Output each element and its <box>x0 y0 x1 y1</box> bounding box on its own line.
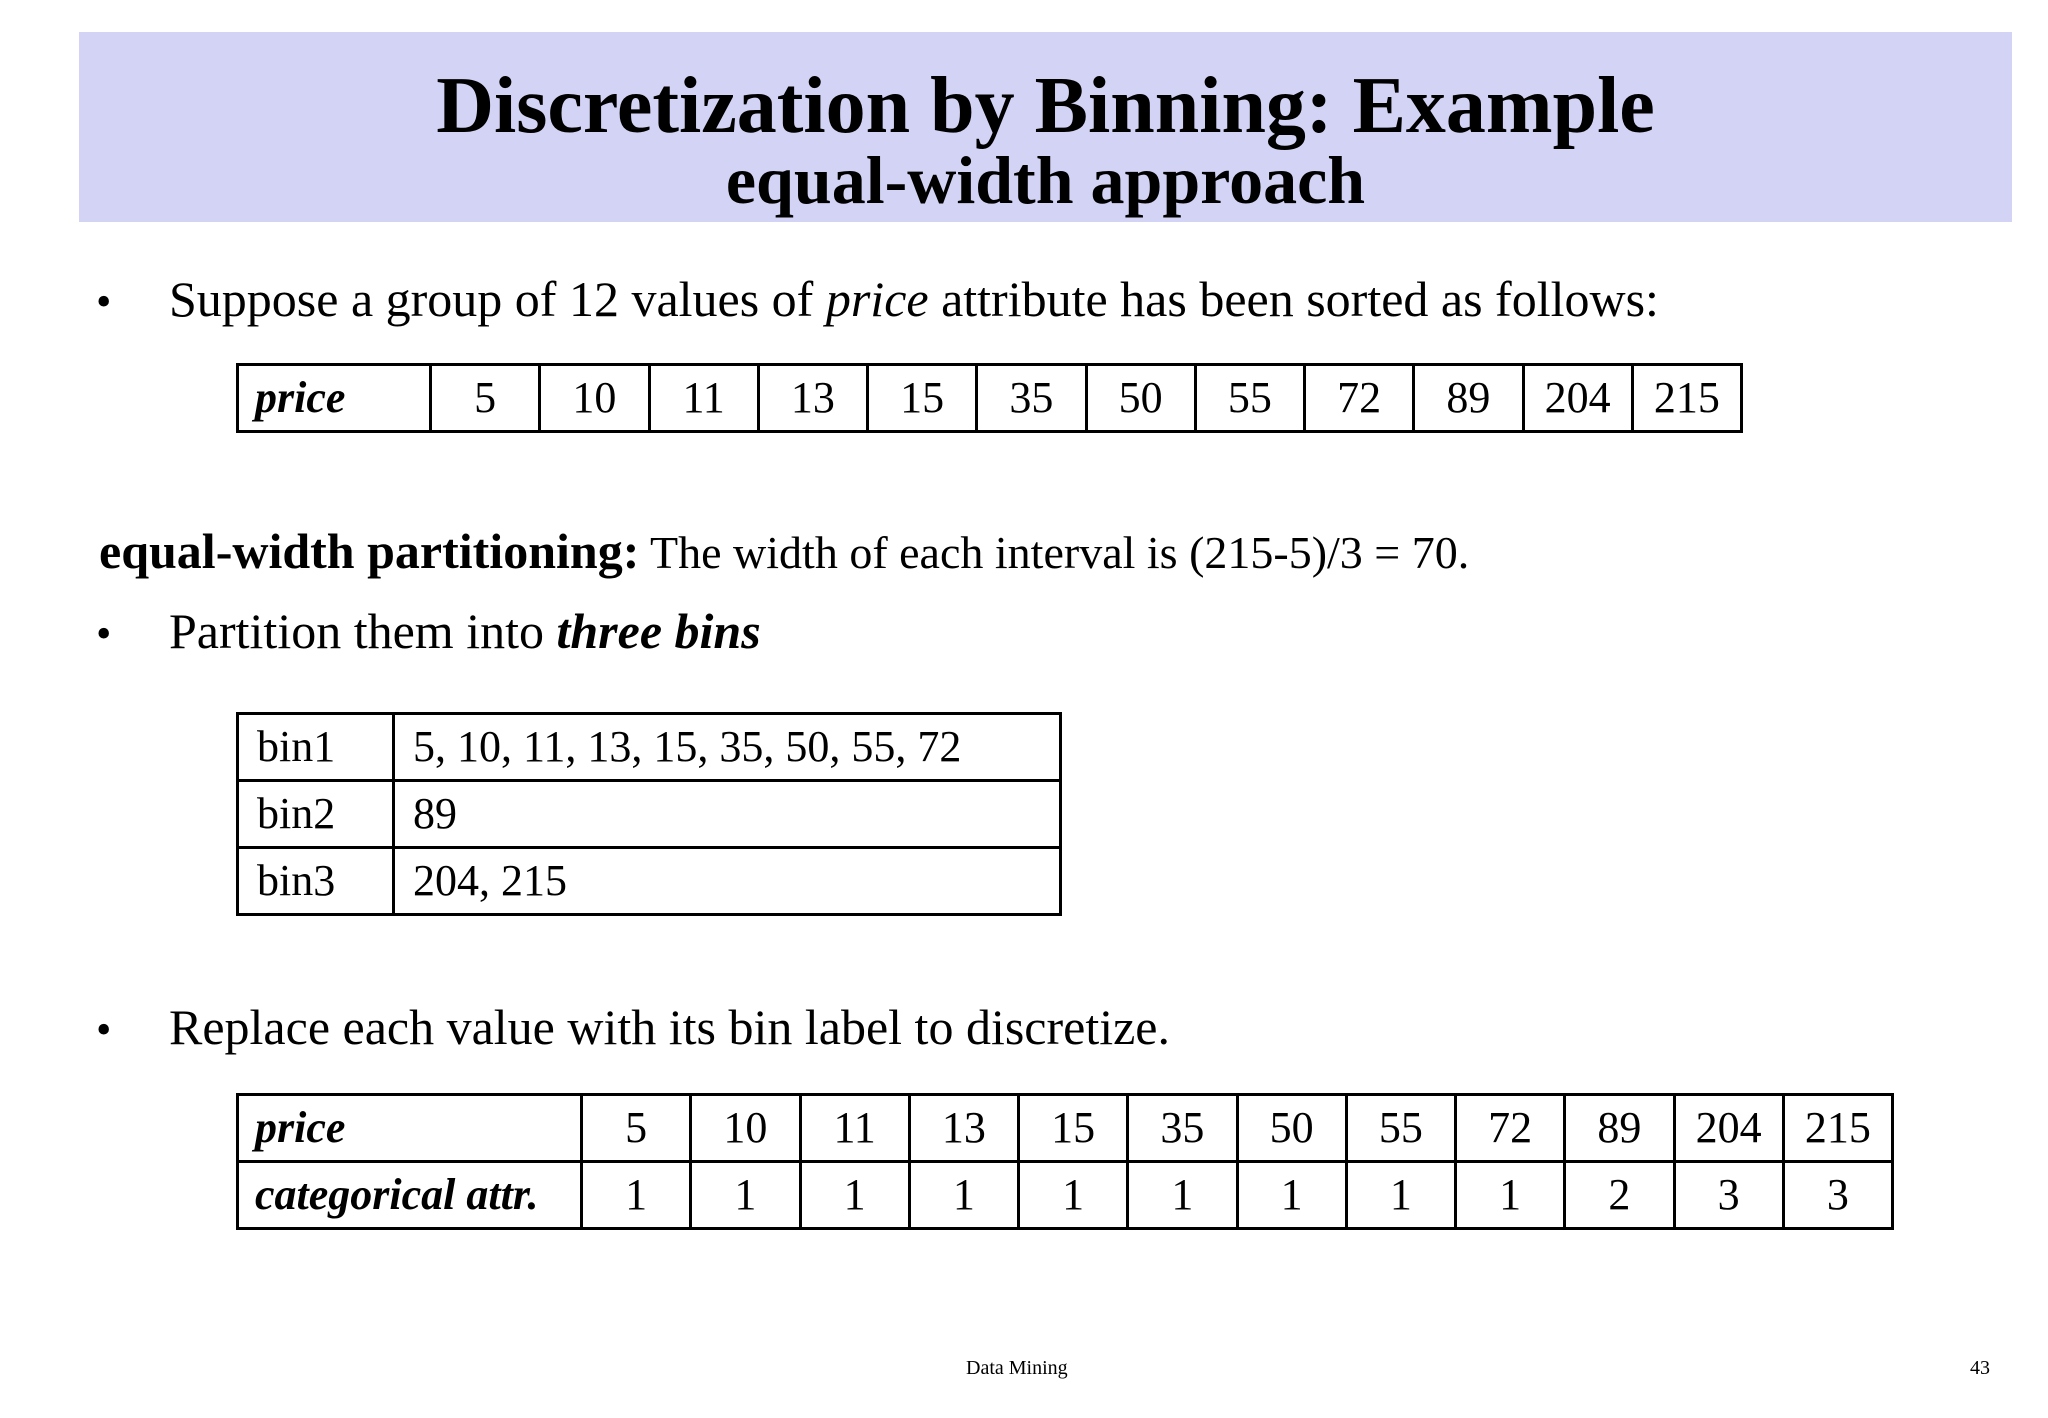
price-cell: 72 <box>1456 1095 1565 1162</box>
categorical-header-cell: categorical attr. <box>238 1162 582 1229</box>
title-band <box>79 32 2012 222</box>
price-cell: 55 <box>1346 1095 1455 1162</box>
price-cell: 13 <box>909 1095 1018 1162</box>
price-cell: 89 <box>1414 365 1523 432</box>
category-cell: 1 <box>691 1162 800 1229</box>
bins-table <box>236 712 1062 916</box>
bullet-marker: • <box>96 1005 112 1054</box>
bullet-text: Suppose a group of 12 values of <box>169 271 826 327</box>
price-cell: 204 <box>1674 1095 1783 1162</box>
partitioning-line <box>99 523 1470 579</box>
price-cell: 15 <box>1019 1095 1128 1162</box>
price-emphasis: price <box>825 271 929 327</box>
bullet-replace: Replace each value with its bin label to discretize. <box>169 999 1171 1055</box>
category-cell: 1 <box>1237 1162 1346 1229</box>
category-cell: 1 <box>909 1162 1018 1229</box>
category-cell: 1 <box>1019 1162 1128 1229</box>
bin-label-cell: bin3 <box>238 848 394 915</box>
category-cell: 2 <box>1565 1162 1674 1229</box>
slide-title: Discretization by Binning: Example <box>436 62 1655 150</box>
category-cell: 3 <box>1783 1162 1892 1229</box>
bullet-marker: • <box>96 609 112 658</box>
category-cell: 1 <box>1128 1162 1237 1229</box>
bullet-text: attribute has been sorted as follows: <box>928 271 1659 327</box>
price-cell: 35 <box>1128 1095 1237 1162</box>
price-cell: 215 <box>1783 1095 1892 1162</box>
price-cell: 5 <box>582 1095 691 1162</box>
price-cell: 215 <box>1632 365 1741 432</box>
partitioning-text: The width of each interval is (215-5)/3 = 70. <box>639 527 1470 578</box>
category-cell: 1 <box>800 1162 909 1229</box>
price-cell: 5 <box>431 365 540 432</box>
price-cell: 35 <box>977 365 1086 432</box>
partitioning-label: equal-width partitioning: <box>99 523 640 579</box>
price-cell: 89 <box>1565 1095 1674 1162</box>
bin-label-cell: bin2 <box>238 781 394 848</box>
discretized-table <box>236 1093 1894 1230</box>
bullet-sorted-values <box>169 271 1659 327</box>
price-cell: 50 <box>1237 1095 1346 1162</box>
price-cell: 72 <box>1305 365 1414 432</box>
bin-values-cell: 89 <box>394 781 1061 848</box>
price-cell: 15 <box>868 365 977 432</box>
bullet-text: Partition them into <box>169 603 557 659</box>
price-cell: 11 <box>649 365 758 432</box>
table-row <box>238 848 1061 915</box>
price-cell: 55 <box>1195 365 1304 432</box>
three-bins-emphasis: three bins <box>556 603 761 659</box>
price-cell: 50 <box>1086 365 1195 432</box>
table-row <box>238 714 1061 781</box>
price-cell: 13 <box>758 365 867 432</box>
category-cell: 1 <box>1346 1162 1455 1229</box>
page-number: 43 <box>1970 1357 1990 1379</box>
table-row <box>238 781 1061 848</box>
footer-title: Data Mining <box>966 1357 1068 1379</box>
bin-values-cell: 5, 10, 11, 13, 15, 35, 50, 55, 72 <box>394 714 1061 781</box>
category-cell: 1 <box>582 1162 691 1229</box>
category-cell: 3 <box>1674 1162 1783 1229</box>
price-header-cell: price <box>238 365 431 432</box>
table-row <box>238 1095 1893 1162</box>
price-cell: 10 <box>691 1095 800 1162</box>
price-cell: 11 <box>800 1095 909 1162</box>
price-cell: 10 <box>540 365 649 432</box>
price-cell: 204 <box>1523 365 1632 432</box>
price-table <box>236 363 1743 433</box>
bullet-marker: • <box>96 277 112 326</box>
bin-values-cell: 204, 215 <box>394 848 1061 915</box>
bullet-partition <box>169 603 761 659</box>
bin-label-cell: bin1 <box>238 714 394 781</box>
price-header-cell: price <box>238 1095 582 1162</box>
slide-subtitle: equal-width approach <box>725 142 1366 218</box>
table-row <box>238 365 1742 432</box>
category-cell: 1 <box>1456 1162 1565 1229</box>
table-row <box>238 1162 1893 1229</box>
